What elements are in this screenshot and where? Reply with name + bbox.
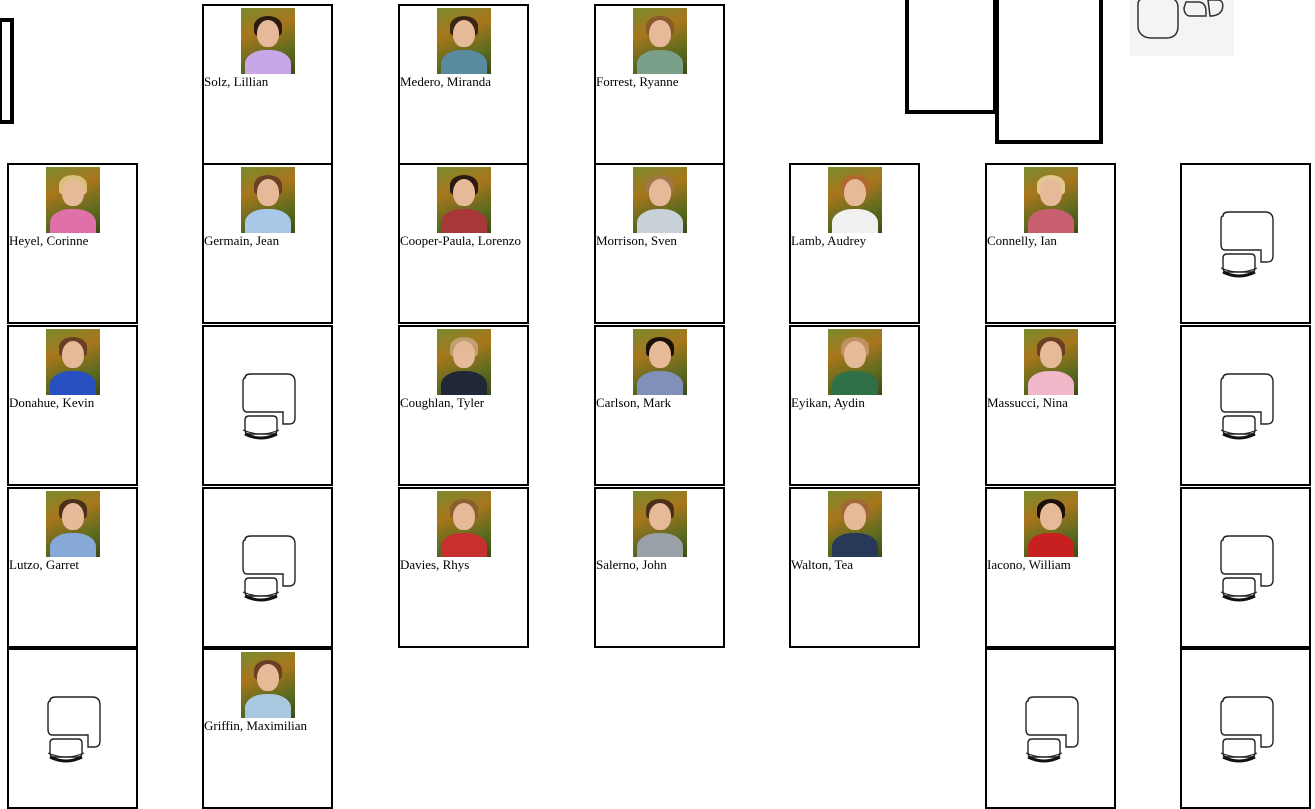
empty-desk-icon [1215, 372, 1277, 446]
student-name: Lutzo, Garret [9, 557, 80, 572]
student-photo [437, 491, 491, 557]
student-photo [241, 167, 295, 233]
student-name: Griffin, Maximilian [204, 718, 308, 733]
student-photo [437, 167, 491, 233]
student-seat [202, 163, 333, 324]
student-photo [828, 167, 882, 233]
student-seat [398, 163, 529, 324]
empty-seat [7, 648, 138, 809]
student-seat [985, 163, 1116, 324]
student-name: Connelly, Ian [987, 233, 1057, 248]
student-seat [7, 325, 138, 486]
student-photo [633, 8, 687, 74]
student-photo [437, 329, 491, 395]
student-name: Morrison, Sven [596, 233, 677, 248]
student-seat [398, 325, 529, 486]
student-name: Solz, Lillian [204, 74, 269, 89]
empty-desk-icon [1215, 534, 1277, 608]
student-seat [594, 487, 725, 648]
empty-desk-icon [1215, 695, 1277, 769]
student-name: Lamb, Audrey [791, 233, 867, 248]
student-photo [46, 491, 100, 557]
student-seat [202, 4, 333, 165]
student-seat [398, 487, 529, 648]
empty-seat [1180, 163, 1311, 324]
empty-desk-icon [42, 695, 104, 769]
cabinet-frame-right [995, 0, 1103, 144]
student-name: Germain, Jean [204, 233, 280, 248]
student-photo [1024, 329, 1078, 395]
student-seat [789, 487, 920, 648]
student-seat [202, 648, 333, 809]
student-photo [633, 329, 687, 395]
student-photo [633, 491, 687, 557]
student-seat [789, 163, 920, 324]
student-seat [789, 325, 920, 486]
student-photo [437, 8, 491, 74]
student-name: Donahue, Kevin [9, 395, 95, 410]
student-photo [46, 167, 100, 233]
student-photo [1024, 491, 1078, 557]
cabinet-frame-left [905, 0, 997, 114]
student-photo [633, 167, 687, 233]
student-name: Coughlan, Tyler [400, 395, 485, 410]
student-photo [828, 329, 882, 395]
student-name: Massucci, Nina [987, 395, 1068, 410]
student-photo [241, 652, 295, 718]
student-seat [7, 487, 138, 648]
student-photo [241, 8, 295, 74]
empty-desk-icon [1215, 210, 1277, 284]
empty-seat [202, 325, 333, 486]
student-name: Davies, Rhys [400, 557, 470, 572]
empty-seat [1180, 325, 1311, 486]
student-photo [828, 491, 882, 557]
student-seat [594, 325, 725, 486]
top-right-chair-icon [1130, 0, 1234, 56]
empty-desk-icon [237, 534, 299, 608]
student-name: Forrest, Ryanne [596, 74, 679, 89]
empty-seat [1180, 487, 1311, 648]
student-name: Heyel, Corinne [9, 233, 89, 248]
student-seat [985, 325, 1116, 486]
student-seat [398, 4, 529, 165]
empty-desk-icon [237, 372, 299, 446]
student-name: Medero, Miranda [400, 74, 491, 89]
empty-seat [202, 487, 333, 648]
student-seat [594, 4, 725, 165]
student-photo [1024, 167, 1078, 233]
student-name: Eyikan, Aydin [791, 395, 865, 410]
empty-desk-icon [1020, 695, 1082, 769]
empty-seat [1180, 648, 1311, 809]
student-seat [594, 163, 725, 324]
student-photo [46, 329, 100, 395]
left-edge-frame [0, 18, 14, 124]
student-name: Cooper-Paula, Lorenzo [400, 233, 522, 248]
student-name: Carlson, Mark [596, 395, 672, 410]
student-name: Iacono, William [987, 557, 1071, 572]
student-name: Salerno, John [596, 557, 667, 572]
student-seat [985, 487, 1116, 648]
student-name: Walton, Tea [791, 557, 854, 572]
student-seat [7, 163, 138, 324]
empty-seat [985, 648, 1116, 809]
